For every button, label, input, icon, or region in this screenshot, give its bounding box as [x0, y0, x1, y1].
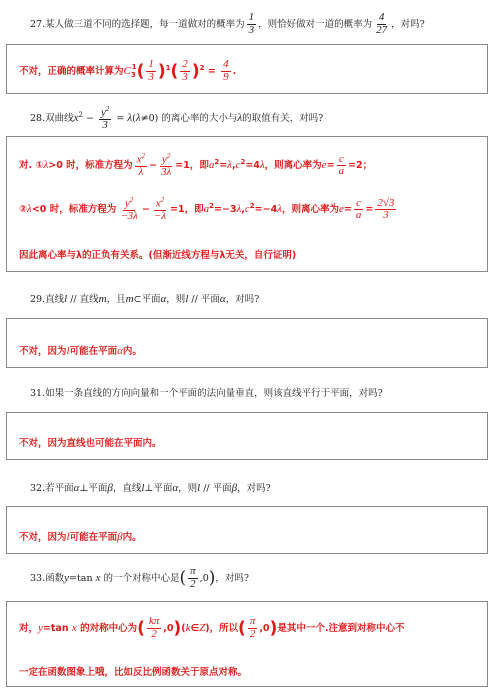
- answer-box-27: [6, 44, 488, 94]
- answer-28-line-2: ②λ<0 时，标准方程为 $\frac{y^2}{-3\lambda}$ − $\frac{x^2}{-\lambda}$ =1，即$a^2=-3\lambda,c^2=-4\lambda$，则离心率为e= $\frac{c}{a}$ = $\frac{2√3}{3}$: [19, 196, 395, 223]
- answer-33-line-1: 对，y=tan x 的对称中心为( $\frac{k\pi}{2}$ ,0)(k∈Z)，所以( $\frac{\pi}{2}$ ,0)是其中一个.注意到对称中心不: [19, 615, 405, 640]
- question-29: 29.直线l // 直线m，且m⊂平面α，则l // 平面α，对吗?: [30, 293, 260, 305]
- answer-box-28: [6, 136, 488, 272]
- question-27: 27.某人做三道不同的选择题，每一道做对的概率为 $\frac{1}{3}$ ，则恰好做对一道的概率为 $\frac{4}{27}$ ，对吗?: [30, 11, 425, 36]
- answer-28-line-1: 对. ①λ>0 时，标准方程为 $\frac{x^2}{\lambda}$ − $\frac{y^2}{3\lambda}$ =1，即$a^2=\lambda,c^2=4\lambda$，则离心率为e= $\frac{c}{a}$ =2；: [19, 152, 373, 179]
- answer-box-29: [6, 318, 488, 368]
- question-31: [30, 388, 490, 400]
- question-31-text: 31.如果一条直线的方向向量和一个平面的法向量垂直，则该直线平行于平面，对吗?: [30, 388, 383, 399]
- question-32: 32.若平面α⊥平面β，直线l⊥平面α，则l // 平面β，对吗?: [30, 482, 271, 494]
- answer-31-line-1: 不对，因为直线也可能在平面内。: [19, 438, 162, 449]
- answer-box-33: [6, 601, 488, 687]
- question-28: 28.双曲线$x^2$ − $\frac{y^2}{3}$ = λ(λ≠0) 的离心率的大小与λ的取值有关，对吗?: [30, 105, 324, 132]
- answer-27-line-1: 不对，正确的概率计算为$C_3^1$( $\frac{1}{3}$ )$^1$( $\frac{2}{3}$ )$^2$ = $\frac{4}{9}$ .: [19, 58, 237, 83]
- answer-29-line-1: 不对，因为l可能在平面α内。: [19, 345, 142, 357]
- answer-32-line-1: 不对，因为l可能在平面β内。: [19, 531, 142, 543]
- answer-28-line-3: 因此离心率与λ的正负有关系。(但渐近线方程与λ无关，自行证明): [19, 250, 297, 261]
- answer-33-line-2: 一定在函数图象上哦，比如反比例函数关于原点对称。: [19, 667, 248, 678]
- answer-box-32: [6, 506, 488, 554]
- question-33: 33.函数y=tan x 的一个对称中心是( $\frac{\pi}{2}$ ,0)，对吗?: [30, 565, 249, 590]
- answer-box-31: [6, 412, 488, 460]
